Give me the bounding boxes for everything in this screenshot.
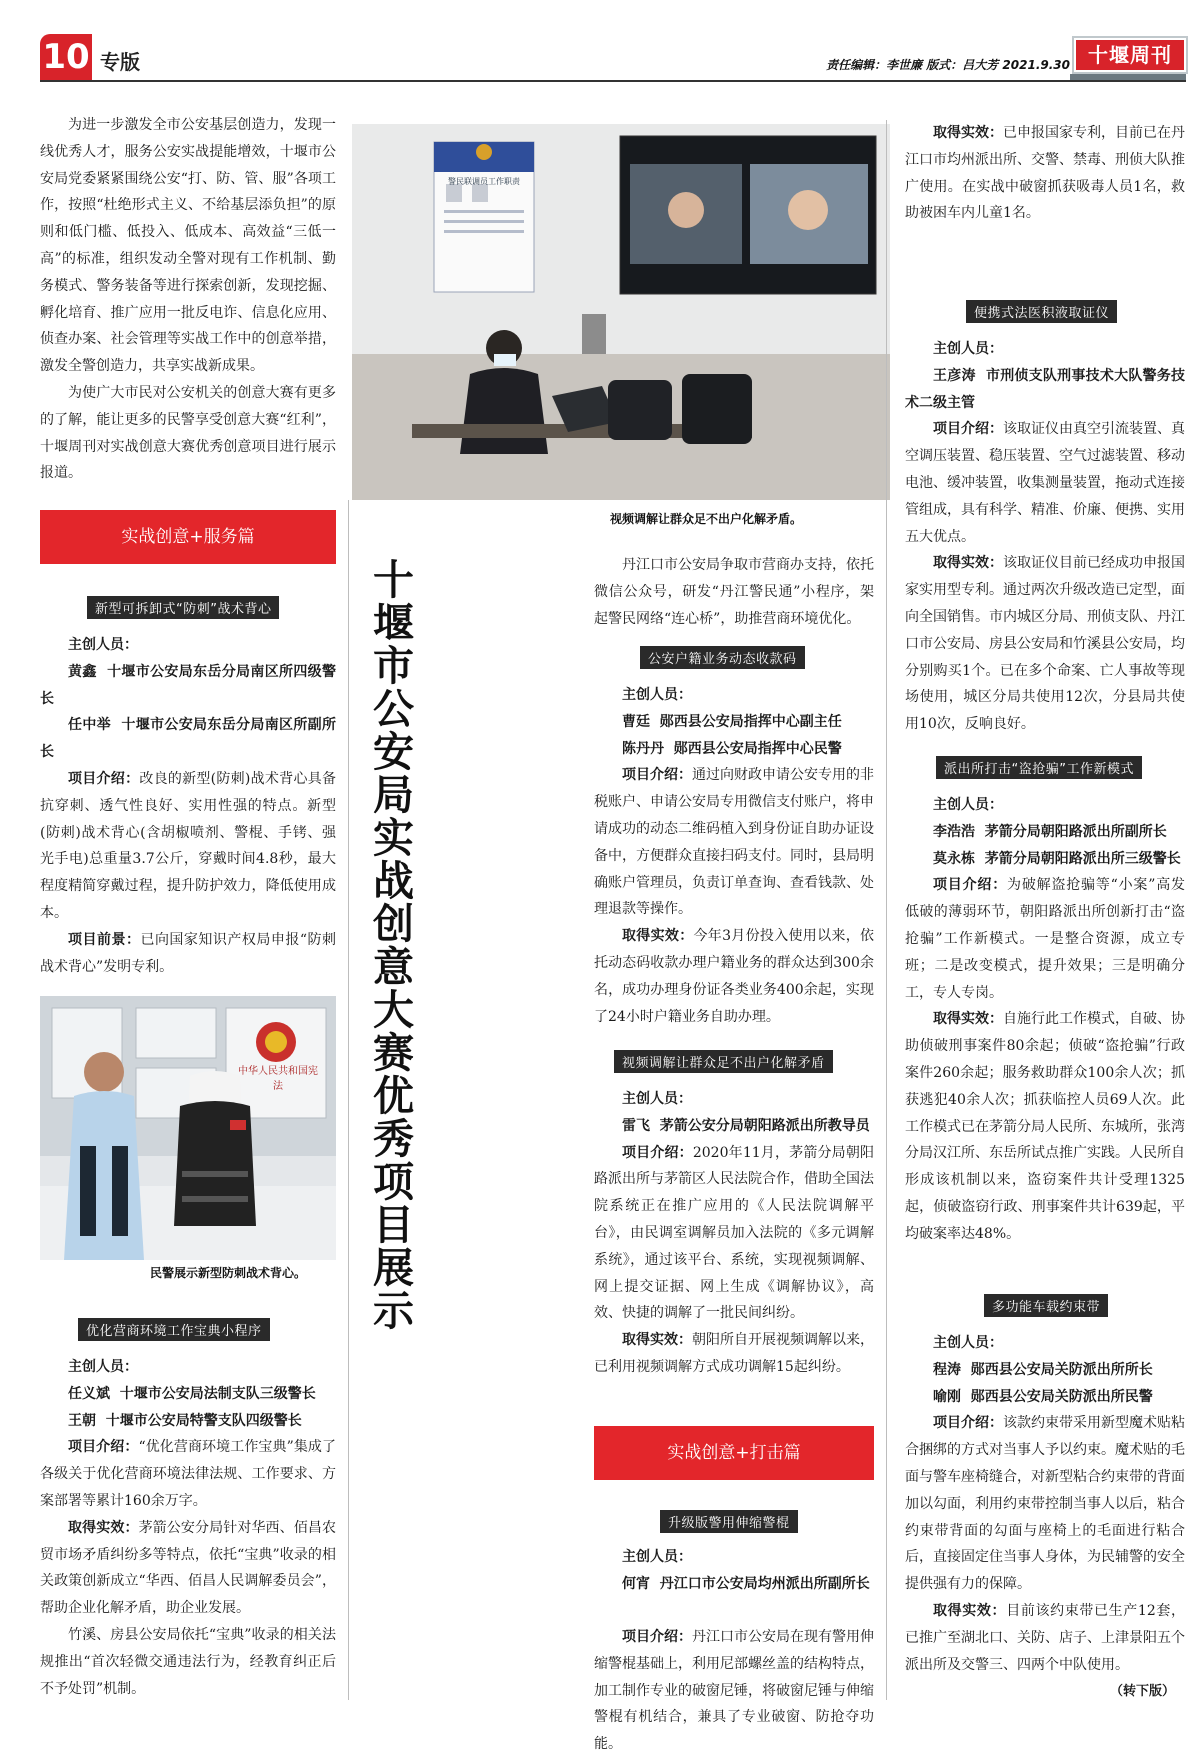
page-number: 10 [40, 34, 92, 80]
intro-label: 项目介绍： [68, 770, 140, 787]
video-mediation-illustration [352, 124, 890, 500]
creator-name: 雷飞 [622, 1117, 650, 1134]
project-results: 今年3月份投入使用以来，依托动态码收款办理户籍业务的群众达到300余名，成功办理身份证各类业务400余起，实现了24小时户籍业务自助办理。 [594, 928, 874, 1025]
creator-role: 郧西县公安局关防派出所所长 [970, 1361, 1153, 1378]
danjiang-article [594, 552, 874, 632]
creator-role: 丹江口市公安局均州派出所副所长 [659, 1575, 870, 1592]
project-title-restraint: 多功能车载约束带 [984, 1294, 1108, 1317]
results-label: 取得实效： [68, 1519, 139, 1536]
creators-label: 主创人员： [68, 637, 138, 653]
project-business [40, 1354, 336, 1702]
project-intro: 该取证仪由真空引流装置、真空调压装置、稳压装置、空气过滤装置、移动电池、缓冲装置，收集测量装置，拖动式连接管组成，具有科学、精准、价廉、便携、实用五大优点。 [905, 421, 1185, 545]
creator-name: 何宵 [622, 1575, 650, 1592]
creator-role: 茅箭公安分局朝阳路派出所教导员 [659, 1117, 870, 1134]
results-label: 取得实效： [933, 1011, 1003, 1028]
creator-role: 郧西县公安局指挥中心副主任 [659, 713, 842, 730]
creator-role: 茅箭分局朝阳路派出所三级警长 [984, 850, 1181, 867]
intro-label: 项目介绍： [622, 1144, 693, 1161]
creators-label: 主创人员： [68, 1359, 138, 1375]
project-prospect: 已向国家知识产权局申报“防刺战术背心”发明专利。 [40, 931, 336, 975]
banner-service: 实战创意+服务篇 [40, 510, 336, 564]
project-video [594, 1086, 874, 1381]
project-intro: 丹江口市公安局在现有警用伸缩警棍基础上，利用尼部螺丝盖的结构特点，加工制作专业的破窗尼锤，将破窗尼锤与伸缩警棍有机结合，兼具了专业破窗、防抢夺功能。 [594, 1629, 874, 1753]
project-baton [594, 1544, 874, 1598]
creator-role: 十堰市公安局东岳分局南区所副所长 [40, 717, 337, 761]
project-results: 目前该约束带已生产12套，已推广至湖北口、关防、店子、上津景阳五个派出所及交警三、四两个中队使用。 [905, 1602, 1185, 1673]
creator-name: 莫永栋 [933, 850, 975, 867]
intro-label: 项目介绍： [933, 877, 1008, 894]
creator-role: 十堰市公安局特警支队四级警长 [105, 1412, 302, 1429]
project-robbery [905, 792, 1185, 1248]
intro-paragraph: 为进一步激发全市公安基层创造力，发现一线优秀人才，服务公安实战提能增效，十堰市公安局党委紧紧围绕公安“打、防、管、服”各项工作，按照“杜绝形式主义、不给基层添负担”的原则和低门槛、低投入、低成本、高效益“三低一高”的标准，组织发动全警对现有工作机制、勤务模式、警务装备等进行探索创新，发现挖掘、孵化培育、推广应用一批反电诈、信息化应用、侦查办案、社会管理等实战工作中的创意举措，激发全警创造力，共享实战新成果。 [40, 117, 336, 375]
results-label: 取得实效： [622, 928, 694, 945]
project-intro: 该款约束带采用新型魔术贴粘合捆绑的方式对当事人予以约束。魔术贴的毛面与警车座椅缝合，对新型粘合约束带的背面加以勾面，利用约束带控制当事人以后，粘合约束带背面的勾面与座椅上的毛面进行粘合后，直接固定住当事人身体，为民辅警的安全提供强有力的保障。 [905, 1415, 1185, 1593]
editor-credits: 责任编辑：李世廉 版式：吕大芳 2021.9.30 [826, 58, 1070, 72]
intro-label: 项目介绍： [622, 767, 692, 784]
project-title-robbery: 派出所打击“盗抢骗”工作新模式 [936, 756, 1142, 779]
project-results: 该取证仪目前已经成功申报国家实用型专利。通过两次升级改造已定型，面向全国销售。市内城区分局、刑侦支队、丹江口市公安局、房县公安局和竹溪县公安局，均分别购买1个。已在多个命案、亡人事故等现场使用，城区分局共使用12次，分县局共使用10次，反响良好。 [905, 555, 1185, 733]
section-name: 专版 [100, 50, 140, 74]
masthead-logo [1072, 36, 1188, 74]
vest-photo-illustration [40, 996, 336, 1260]
project-payment [594, 682, 874, 1030]
video-mediation-photo [352, 124, 890, 500]
creators-label: 主创人员： [933, 1335, 1003, 1351]
vest-photo [40, 996, 336, 1260]
creator-role: 十堰市公安局法制支队三级警长 [119, 1385, 316, 1402]
header-rule [40, 80, 1186, 82]
project-results: 朝阳所自开展视频调解以来，已利用视频调解方式成功调解15起纠纷。 [594, 1332, 874, 1375]
column-rule [348, 500, 349, 1700]
results-label: 取得实效： [933, 1602, 1007, 1619]
creator-role: 十堰市公安局东岳分局南区所四级警长 [40, 663, 337, 707]
project-intro: 通过向财政申请公安专用的非税账户、申请公安局专用微信支付账户，将申请成功的动态二维码植入到身份证自助办证设备中，方便群众直接扫码支付。同时，县局明确账户管理员，负责订单查询、查看钱款、处理退款等操作。 [594, 767, 874, 918]
project-intro: “优化营商环境工作宝典”集成了各级关于优化营商环境法律法规、工作要求、方案部署等累计160余万字。 [40, 1439, 336, 1509]
project-results: 茅箭公安分局针对华西、佰昌农贸市场矛盾纠纷多等特点，依托“宝典”收录的相关政策创新成立“华西、佰昌人民调解委员会”，帮助企业化解矛盾，助企业发展。 [40, 1519, 337, 1617]
continued-note: （转下版） [1110, 1684, 1176, 1699]
wall-sign-text: 中华人民共和国宪法 [238, 1066, 318, 1092]
project-results: 已申报国家专利，目前已在丹江口市均州派出所、交警、禁毒、刑侦大队推广使用。在实战中破窗抓获吸毒人员1名，救助被困车内儿童1名。 [905, 125, 1185, 222]
prospect-label: 项目前景： [68, 931, 141, 948]
intro-label: 项目介绍： [933, 421, 1003, 438]
video-mediation-caption: 视频调解让群众足不出户化解矛盾。 [610, 512, 803, 526]
creator-name: 黄鑫 [68, 663, 97, 680]
project-title-video: 视频调解让群众足不出户化解矛盾 [614, 1050, 833, 1073]
intro-article [40, 112, 336, 487]
intro-label: 项目介绍： [68, 1439, 139, 1456]
vest-photo-caption: 民警展示新型防刺战术背心。 [150, 1266, 307, 1280]
page-title: 十堰市公安局实战创意大赛优秀项目展示 [366, 558, 414, 1332]
project-forensic [905, 336, 1185, 738]
creator-name: 程涛 [933, 1361, 961, 1378]
project-title-forensic: 便携式法医积液取证仪 [966, 300, 1117, 323]
results-label: 取得实效： [622, 1332, 692, 1349]
project-baton-intro-block [594, 1624, 874, 1753]
banner-strike: 实战创意+打击篇 [594, 1426, 874, 1480]
creator-name: 王彦涛 [933, 367, 976, 384]
project-results: 自施行此工作模式，自破、协助侦破刑事案件80余起；侦破“盗抢骗”行政案件260余起；服务救助群众100余人次；抓获逃犯40余人次；抓获临控人员69人次。此工作模式已在茅箭分局人民所、东城所，张湾分局汉江所、东岳所试点推广实践。人民所自形成该机制以来，盗窃案件共计受理1325起，侦破盗窃行政、刑事案件共计639起，平均破案率达48%。 [905, 1011, 1185, 1242]
creators-label: 主创人员： [622, 1549, 692, 1565]
results-label: 取得实效： [933, 125, 1003, 141]
creators-label: 主创人员： [933, 797, 1003, 813]
project-title-business: 优化营商环境工作宝典小程序 [78, 1318, 270, 1341]
creator-name: 任中举 [68, 717, 111, 734]
wall-sign-text: 警民联调员工作职责 [448, 177, 520, 186]
creator-name: 曹廷 [622, 713, 650, 730]
creator-role: 郧西县公安局关防派出所民警 [970, 1388, 1153, 1405]
creator-name: 任义斌 [68, 1385, 110, 1402]
project-extra: 竹溪、房县公安局依托“宝典”收录的相关法规推出“首次轻微交通违法行为，经教育纠正后不予处罚”机制。 [40, 1626, 336, 1697]
project-title-vest: 新型可拆卸式“防刺”战术背心 [87, 596, 279, 619]
danjiang-intro: 丹江口市公安局争取市营商办支持，依托微信公众号，研发“丹江警民通”小程序，架起警民网络“连心桥”，助推营商环境优化。 [594, 557, 874, 627]
results-label: 取得实效： [933, 555, 1003, 572]
creators-label: 主创人员： [933, 341, 1003, 357]
masthead-text: 十堰周刊 [1076, 40, 1184, 70]
intro-label: 项目介绍： [622, 1629, 692, 1645]
creator-role: 茅箭分局朝阳路派出所副所长 [984, 823, 1167, 840]
project-intro: 2020年11月，茅箭分局朝阳路派出所与茅箭区人民法院合作，借助全国法院系统正在推广应用的《人民法院调解平台》，由民调室调解员加入法院的《多元调解系统》，通过该平台、系统，实现视频调解、网上提交证据、网上生成《调解协议》，高效、快捷的调解了一批民间纠纷。 [594, 1144, 875, 1322]
creator-name: 喻刚 [933, 1388, 961, 1405]
column-rule [886, 120, 887, 1700]
project-intro: 改良的新型(防刺)战术背心具备抗穿刺、透气性良好、实用性强的特点。新型(防刺)战术背心(含胡椒喷剂、警棍、手铐、强光手电)总重量3.7公斤，穿戴时间4.8秒，最大程度精简穿戴过程，提升防护效力，降低使用成本。 [40, 770, 336, 921]
project-title-baton: 升级版警用伸缩警棍 [660, 1510, 798, 1533]
project-vest [40, 632, 336, 980]
creator-name: 李浩浩 [933, 823, 975, 840]
creator-name: 王朝 [68, 1412, 96, 1429]
project-intro: 为破解盗抢骗等“小案”高发低破的薄弱环节，朝阳路派出所创新打击“盗抢骗”工作新模式。一是整合资源，成立专班；二是改变模式，提升效果；三是明确分工，专人专岗。 [905, 877, 1185, 1001]
creator-role: 市刑侦支队刑事技术大队警务技术二级主管 [905, 367, 1186, 411]
intro-label: 项目介绍： [933, 1415, 1003, 1432]
project-title-payment: 公安户籍业务动态收款码 [640, 646, 805, 669]
intro-paragraph: 为使广大市民对公安机关的创意大赛有更多的了解，能让更多的民警享受创意大赛“红利”，十堰周刊对实战创意大赛优秀创意项目进行展示报道。 [40, 384, 336, 482]
project-restraint [905, 1330, 1185, 1678]
creator-name: 陈丹丹 [622, 740, 664, 757]
project-baton-results [905, 120, 1185, 227]
creators-label: 主创人员： [622, 1091, 692, 1107]
creator-role: 郧西县公安局指挥中心民警 [673, 740, 842, 757]
creators-label: 主创人员： [622, 687, 692, 703]
